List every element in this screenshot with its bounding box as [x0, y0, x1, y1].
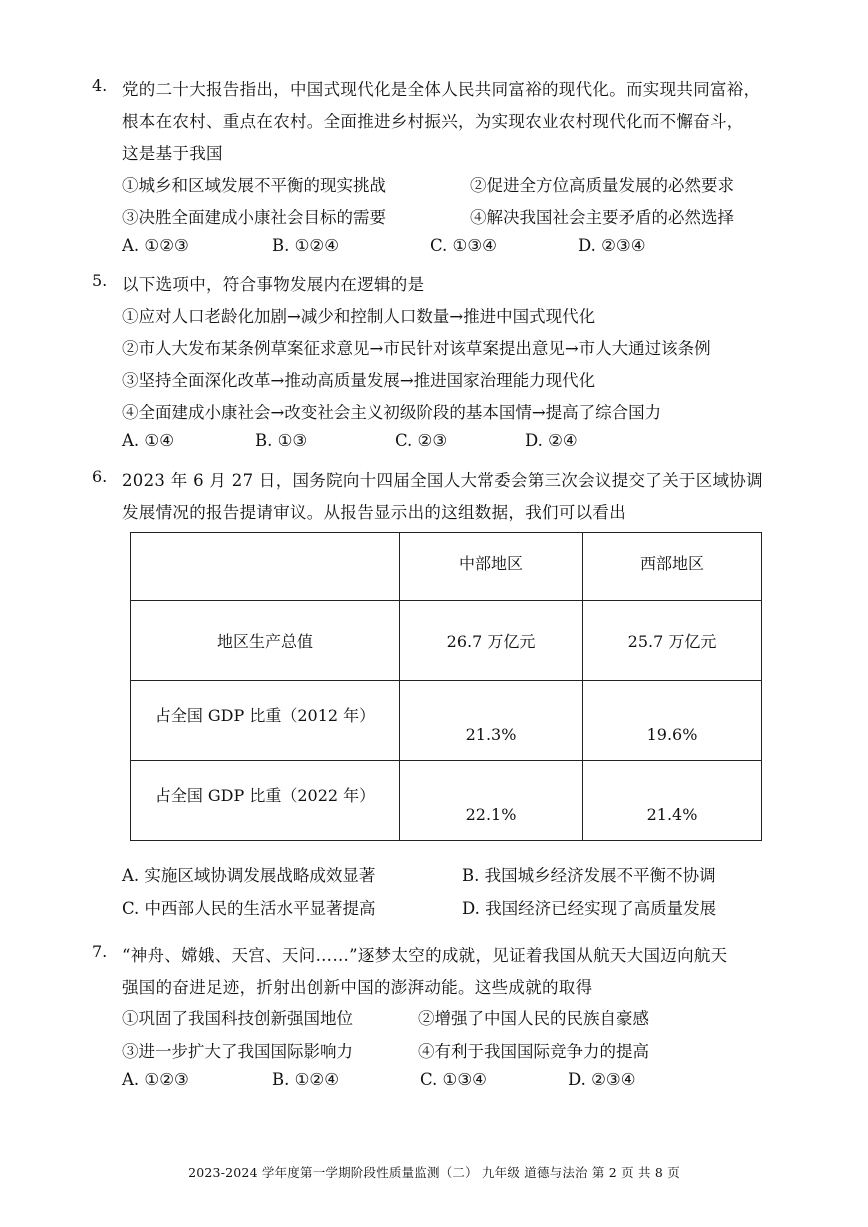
answer-option-a: A. 实施区域协调发展战略成效显著	[122, 866, 376, 885]
question-stem-line: 2023 年 6 月 27 日，国务院向十四届全国人大常委会第三次会议提交了关于区域协调	[122, 471, 763, 490]
question-stem-line: 党的二十大报告指出，中国式现代化是全体人民共同富裕的现代化。而实现共同富裕，	[122, 80, 761, 99]
statement-item: ②市人大发布某条例草案征求意见→市民针对该草案提出意见→市人大通过该条例	[122, 339, 711, 358]
region-data-table	[130, 532, 762, 841]
table-row	[131, 761, 762, 841]
answer-option-a: A. ①②③	[122, 236, 189, 255]
answer-option-c: C. ①③④	[430, 236, 497, 255]
question-stem-line: 根本在农村、重点在农村。全面推进乡村振兴，为实现农业农村现代化而不懈奋斗，	[122, 112, 744, 131]
answer-option-d: D. ②③④	[578, 236, 646, 255]
question-number: 4.	[92, 76, 108, 95]
question-stem-line: “神舟、嫦娥、天宫、天问……”逐梦太空的成就，见证着我国从航天大国迈向航天	[122, 946, 728, 965]
question-stem-line: 以下选项中，符合事物发展内在逻辑的是	[122, 275, 425, 294]
answer-option-b: B. 我国城乡经济发展不平衡不协调	[462, 866, 716, 885]
statement-item: ③决胜全面建成小康社会目标的需要	[122, 208, 386, 227]
statement-item: ②促进全方位高质量发展的必然要求	[470, 176, 734, 195]
table-row	[131, 681, 762, 761]
answer-option-d: D. ②③④	[568, 1070, 636, 1089]
statement-item: ③进一步扩大了我国国际影响力	[122, 1042, 353, 1061]
table-cell: 占全国 GDP 比重（2012 年）	[131, 681, 400, 761]
answer-option-d: D. ②④	[525, 431, 578, 450]
answer-option-c: C. 中西部人民的生活水平显著提高	[122, 899, 376, 918]
question-stem-line: 发展情况的报告提请审议。从报告显示出的这组数据，我们可以看出	[122, 503, 626, 522]
question-number: 6.	[92, 467, 108, 486]
answer-option-d: D. 我国经济已经实现了高质量发展	[462, 899, 717, 918]
answer-option-c: C. ②③	[395, 431, 448, 450]
statement-item: ④解决我国社会主要矛盾的必然选择	[470, 208, 734, 227]
answer-option-b: B. ①②④	[272, 1070, 339, 1089]
table-cell: 19.6%	[583, 681, 762, 761]
statement-item: ①应对人口老龄化加剧→减少和控制人口数量→推进中国式现代化	[122, 307, 596, 326]
table-cell: 25.7 万亿元	[583, 601, 762, 681]
table-row	[131, 601, 762, 681]
table-cell: 21.3%	[400, 681, 583, 761]
table-header-cell: 中部地区	[400, 533, 583, 601]
statement-item: ③坚持全面深化改革→推动高质量发展→推进国家治理能力现代化	[122, 371, 596, 390]
table-cell: 21.4%	[583, 761, 762, 841]
table-cell: 地区生产总值	[131, 601, 400, 681]
question-number: 7.	[92, 942, 108, 961]
answer-option-a: A. ①②③	[122, 1070, 189, 1089]
answer-option-a: A. ①④	[122, 431, 174, 450]
table-header-cell	[131, 533, 400, 601]
table-cell: 26.7 万亿元	[400, 601, 583, 681]
question-stem-line: 这是基于我国	[122, 144, 223, 163]
page-footer: 2023-2024 学年度第一学期阶段性质量监测（二） 九年级 道德与法治 第 2 页 共 8 页	[188, 1165, 680, 1180]
statement-item: ④全面建成小康社会→改变社会主义初级阶段的基本国情→提高了综合国力	[122, 403, 662, 422]
table-header-cell: 西部地区	[583, 533, 762, 601]
table-cell: 22.1%	[400, 761, 583, 841]
question-number: 5.	[92, 271, 108, 290]
answer-option-b: B. ①②④	[272, 236, 339, 255]
statement-item: ④有利于我国国际竞争力的提高	[418, 1042, 649, 1061]
statement-item: ①城乡和区域发展不平衡的现实挑战	[122, 176, 386, 195]
table-header-row	[131, 533, 762, 601]
question-stem-line: 强国的奋进足迹，折射出创新中国的澎湃动能。这些成就的取得	[122, 978, 593, 997]
table-cell: 占全国 GDP 比重（2022 年）	[131, 761, 400, 841]
answer-option-c: C. ①③④	[420, 1070, 487, 1089]
answer-option-b: B. ①③	[255, 431, 308, 450]
statement-item: ②增强了中国人民的民族自豪感	[418, 1009, 649, 1028]
statement-item: ①巩固了我国科技创新强国地位	[122, 1009, 353, 1028]
